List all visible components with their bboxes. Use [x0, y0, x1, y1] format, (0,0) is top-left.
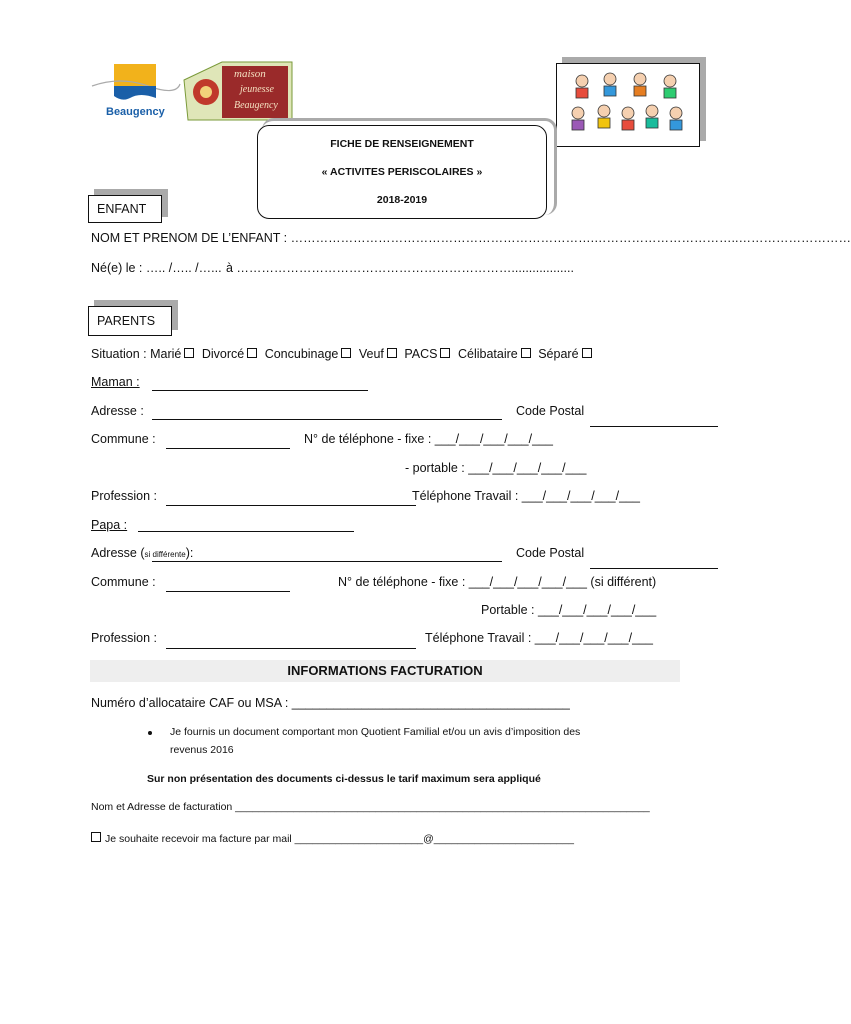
maman-profession-label: Profession :: [91, 489, 158, 503]
enfant-section-box: [88, 189, 168, 223]
situation-row: [91, 347, 596, 361]
papa-name-line[interactable]: [138, 531, 354, 532]
maman-tel-portable-field[interactable]: - portable : ___/___/___/___/___: [405, 461, 587, 475]
maman-code-postal-label: Code Postal: [516, 404, 585, 418]
maman-tel-travail-field[interactable]: Téléphone Travail : ___/___/___/___/___: [412, 489, 640, 503]
situation-veuf[interactable]: Veuf: [359, 347, 401, 361]
children-drawing: [564, 67, 690, 143]
enfant-section-label: ENFANT: [97, 202, 147, 216]
situation-separe[interactable]: Séparé: [538, 347, 595, 361]
maman-adresse-line[interactable]: [152, 419, 502, 420]
parents-section-box: [88, 300, 178, 336]
maman-name-line[interactable]: [152, 390, 368, 391]
situation-divorce[interactable]: Divorcé: [202, 347, 261, 361]
papa-label: Papa :: [91, 518, 128, 532]
facture-mail-row: [91, 832, 574, 845]
maman-tel-fixe-field[interactable]: N° de téléphone - fixe : ___/___/___/___/___: [304, 432, 553, 446]
papa-code-postal-label: Code Postal: [516, 546, 585, 560]
maman-commune-label: Commune :: [91, 432, 156, 446]
maison-logo-text-3: Beaugency: [234, 100, 278, 111]
papa-profession-label: Profession :: [91, 631, 158, 645]
situation-label: Situation :: [91, 347, 147, 361]
document-info-line-2: revenus 2016: [170, 744, 234, 756]
facturation-heading: INFORMATIONS FACTURATION: [90, 660, 680, 682]
ville-logo-small-text: Ville de: [120, 88, 137, 94]
children-illustration-frame: [556, 57, 706, 147]
lieu-naissance-field[interactable]: à …………………………………………………………..................: [226, 261, 574, 275]
checkbox-icon[interactable]: [440, 348, 450, 358]
papa-commune-label: Commune :: [91, 575, 156, 589]
papa-tel-fixe-field[interactable]: N° de téléphone - fixe : ___/___/___/___/___ (si différent): [338, 575, 657, 589]
date-naissance-field[interactable]: Né(e) le : ….. /….. /…...: [91, 261, 222, 275]
parents-section-label: PARENTS: [97, 314, 156, 328]
title-line-2: « ACTIVITES PERISCOLAIRES »: [321, 166, 483, 178]
papa-tel-travail-field[interactable]: Téléphone Travail : ___/___/___/___/___: [425, 631, 653, 645]
checkbox-icon[interactable]: [247, 348, 257, 358]
document-info-line-1: Je fournis un document comportant mon Quotient Familial et/ou un avis d’imposition des: [170, 726, 581, 738]
checkbox-icon[interactable]: [582, 348, 592, 358]
maman-profession-line[interactable]: [166, 505, 416, 506]
title-line-3: 2018-2019: [376, 194, 428, 206]
checkbox-icon[interactable]: [341, 348, 351, 358]
title-box: [257, 125, 547, 219]
title-line-1: FICHE DE RENSEIGNEMENT: [330, 138, 474, 150]
checkbox-icon[interactable]: [521, 348, 531, 358]
ville-beaugency-logo: [90, 62, 180, 124]
papa-profession-line[interactable]: [166, 648, 416, 649]
papa-code-postal-line[interactable]: [590, 568, 718, 569]
maman-commune-line[interactable]: [166, 448, 290, 449]
maman-label: Maman :: [91, 375, 140, 389]
caf-msa-field[interactable]: Numéro d’allocataire CAF ou MSA : ________________________________________: [91, 696, 570, 710]
tarif-warning: Sur non présentation des documents ci-dessus le tarif maximum sera appliqué: [147, 773, 541, 785]
checkbox-icon[interactable]: [91, 832, 101, 842]
maman-code-postal-line[interactable]: [590, 426, 718, 427]
papa-adresse-line[interactable]: [152, 561, 502, 562]
bullet-icon: [148, 731, 152, 735]
maison-jeunesse-logo: [182, 58, 294, 124]
situation-pacs[interactable]: PACS: [404, 347, 454, 361]
nom-prenom-enfant-field[interactable]: NOM ET PRENOM DE L’ENFANT : ……………………………………………………………….……………………………..………………………: [91, 231, 851, 245]
situation-marie[interactable]: Marié: [150, 347, 198, 361]
situation-celibataire[interactable]: Célibataire: [458, 347, 535, 361]
papa-adresse-note: si différente: [144, 550, 186, 559]
situation-concubinage[interactable]: Concubinage: [265, 347, 356, 361]
checkbox-icon[interactable]: [387, 348, 397, 358]
maison-logo-text-2: jeunesse: [240, 84, 274, 95]
ville-logo-name: Beaugency: [106, 106, 165, 118]
papa-commune-line[interactable]: [166, 591, 290, 592]
facture-mail-field[interactable]: Je souhaite recevoir ma facture par mail ______________________@________________________: [105, 833, 574, 845]
papa-tel-portable-field[interactable]: Portable : ___/___/___/___/___: [481, 603, 657, 617]
papa-adresse-label: Adresse (si différente):: [91, 546, 194, 560]
maison-logo-text-1: maison: [234, 68, 266, 80]
checkbox-icon[interactable]: [184, 348, 194, 358]
maman-adresse-label: Adresse :: [91, 404, 144, 418]
nom-adresse-facturation-field[interactable]: Nom et Adresse de facturation _______________________________________________________________________: [91, 801, 650, 813]
